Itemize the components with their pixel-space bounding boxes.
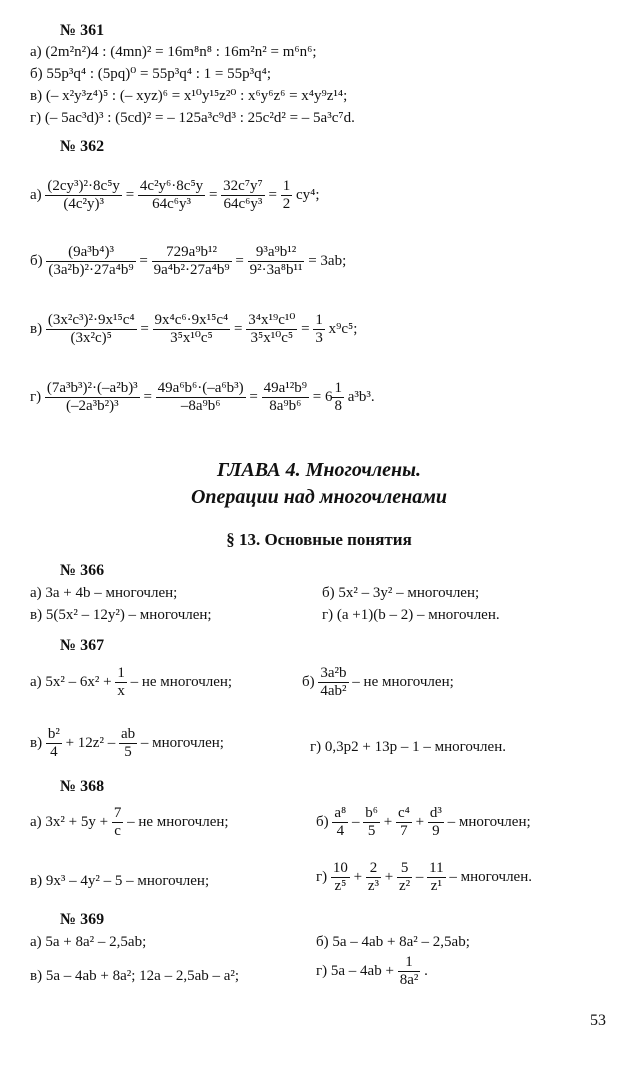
numerator: a⁸ bbox=[332, 805, 348, 823]
denominator: z¹ bbox=[430, 878, 442, 895]
numerator: 3⁴x¹⁹c¹⁰ bbox=[246, 312, 297, 330]
p369-item-c: в) 5a – 4ab + 8a²; 12a – 2,5ab – a²; bbox=[30, 968, 240, 984]
denominator: c bbox=[114, 823, 121, 840]
operator: + bbox=[383, 814, 393, 831]
fraction bbox=[46, 312, 137, 348]
denominator: 3 bbox=[315, 330, 323, 347]
p368-item-a bbox=[30, 805, 229, 853]
problem-362-title: № 362 bbox=[60, 138, 105, 155]
p366-item-d: г) (a +1)(b – 2) – многочлен. bbox=[322, 607, 500, 623]
item-label: б) bbox=[302, 674, 315, 691]
denominator: 5 bbox=[124, 744, 132, 761]
denominator: z⁵ bbox=[334, 878, 347, 895]
fraction bbox=[46, 726, 62, 762]
tail-text: cy⁴; bbox=[296, 187, 320, 204]
denominator: z³ bbox=[367, 878, 380, 895]
numerator: 1 bbox=[398, 954, 421, 972]
p362-row-b: б) $\frac{\text{(9a³b⁴)³}}{\text{(3a²b)²·27a⁴b⁹}}$ = $\frac{\text{729a⁹b¹²}}{\text{9a⁴b²·27a⁴b⁹}}$ = $\frac{\text{9³a⁹b¹²}}{\text{9²·3a⁸b¹¹}}$ = 3ab; bbox=[30, 244, 347, 279]
fraction bbox=[396, 805, 412, 841]
denominator: (4c²y)³ bbox=[63, 196, 104, 213]
problem-368-title: № 368 bbox=[60, 778, 105, 795]
p369-item-d bbox=[316, 954, 428, 1002]
fraction bbox=[221, 178, 265, 214]
numerator: 1 bbox=[115, 665, 127, 683]
p361-line-a: а) (2m²n²)4 : (4mn)² = 16m⁸n⁸ : 16m²n² = m⁶n⁶; bbox=[30, 44, 317, 60]
p361-line-c: в) (– x²y³z⁴)⁵ : (– xyz)⁶ = x¹⁰y¹⁵z²⁰ : x⁶y⁶z⁶ = x⁴y⁹z¹⁴; bbox=[30, 88, 348, 104]
expression-start: г) 5a – 4ab + bbox=[316, 963, 394, 980]
expression-start: а) 3x² + 5y + bbox=[30, 814, 109, 831]
operator: + bbox=[415, 814, 425, 831]
p366-item-c: в) 5(5x² – 12y²) – многочлен; bbox=[30, 607, 212, 623]
p366-item-b: б) 5x² – 3y² – многочлен; bbox=[322, 585, 480, 601]
denominator: 7 bbox=[400, 823, 408, 840]
tail-text: x⁹c⁵; bbox=[328, 321, 358, 338]
denominator: 3⁵x¹⁰c⁵ bbox=[250, 330, 294, 347]
tail-text: a³b³. bbox=[347, 389, 375, 406]
problem-369-title: № 369 bbox=[60, 911, 105, 928]
item-label: б) bbox=[30, 253, 43, 270]
p369-item-a: а) 5a + 8a² – 2,5ab; bbox=[30, 934, 147, 950]
verdict-text: – многочлен; bbox=[447, 814, 531, 831]
denominator: (–2a³b²)³ bbox=[65, 398, 119, 415]
verdict-text: – многочлен; bbox=[140, 735, 224, 752]
p367-item-a bbox=[30, 665, 232, 713]
p361-line-b: б) 55p³q⁴ : (5pq)⁰ = 55p³q⁴ : 1 = 55p³q⁴; bbox=[30, 66, 271, 82]
fraction bbox=[152, 244, 232, 280]
denominator: 4 bbox=[336, 823, 345, 840]
numerator: 11 bbox=[427, 860, 445, 878]
item-label: г) bbox=[30, 389, 42, 406]
p362-row-a: а) $\frac{\text{(2cy³)²·8c⁵y}}{\text{(4c²y)³}}$ = $\frac{\text{4c²y⁶·8c⁵y}}{\text{64c⁶y³}}$ = $\frac{\text{32c⁷y⁷}}{\text{64c⁶y³}}$ = $\frac{1}{2}$ cy⁴; bbox=[30, 178, 320, 213]
item-label: в) bbox=[30, 735, 43, 752]
denominator: 64c⁶y³ bbox=[152, 196, 191, 213]
numerator: 9x⁴c⁶·9x¹⁵c⁴ bbox=[153, 312, 231, 330]
p367-item-c bbox=[30, 726, 224, 774]
numerator: b⁶ bbox=[363, 805, 380, 823]
p362-row-c: в) $\frac{\text{(3x²c³)²·9x¹⁵c⁴}}{\text{(3x²c)⁵}}$ = $\frac{\text{9x⁴c⁶·9x¹⁵c⁴}}{\text{3⁵x¹⁰c⁵}}$ = $\frac{\text{3⁴x¹⁹c¹⁰}}{\text{3⁵x¹⁰c⁵}}$ = $\frac{1}{3}$ x⁹c⁵; bbox=[30, 312, 358, 347]
denominator: (3x²c)⁵ bbox=[70, 330, 112, 347]
denominator: x bbox=[117, 683, 125, 700]
fraction bbox=[46, 244, 135, 280]
page-number: 53 bbox=[590, 1012, 606, 1029]
expression-middle: + 12z² – bbox=[65, 735, 116, 752]
operator: + bbox=[384, 869, 394, 886]
p368-item-b bbox=[316, 805, 531, 853]
fraction bbox=[138, 178, 205, 214]
operator: – bbox=[415, 869, 424, 886]
numerator: 4c²y⁶·8c⁵y bbox=[138, 178, 205, 196]
fraction bbox=[248, 244, 305, 280]
problem-366-title: № 366 bbox=[60, 562, 105, 579]
mixed-number-whole: = 6 bbox=[312, 389, 333, 406]
fraction bbox=[115, 665, 127, 701]
numerator: b² bbox=[46, 726, 62, 744]
numerator: 9³a⁹b¹² bbox=[248, 244, 305, 262]
numerator: (2cy³)²·8c⁵y bbox=[45, 178, 122, 196]
fraction bbox=[332, 380, 344, 416]
problem-367-title: № 367 bbox=[60, 637, 105, 654]
fraction bbox=[397, 860, 412, 896]
chapter-title-line-1: ГЛАВА 4. Многочлены. bbox=[216, 459, 422, 481]
fraction bbox=[363, 805, 380, 841]
fraction bbox=[45, 178, 122, 214]
end-punctuation: . bbox=[424, 963, 428, 980]
fraction bbox=[45, 380, 140, 416]
chapter-title-line-2: Операции над многочленами bbox=[190, 486, 448, 508]
p367-item-b bbox=[302, 665, 454, 713]
denominator: 9²·3a⁸b¹¹ bbox=[249, 262, 303, 279]
denominator: 64c⁶y³ bbox=[223, 196, 263, 213]
fraction bbox=[313, 312, 325, 348]
fraction bbox=[156, 380, 246, 416]
tail-text: = 3ab; bbox=[308, 253, 347, 270]
p369-item-b: б) 5a – 4ab + 8a² – 2,5ab; bbox=[316, 934, 470, 950]
fraction bbox=[119, 726, 137, 762]
item-label: а) bbox=[30, 187, 42, 204]
fraction bbox=[318, 665, 348, 701]
verdict-text: – не многочлен; bbox=[127, 814, 229, 831]
denominator: 4 bbox=[50, 744, 58, 761]
numerator: 49a⁶b⁶·(–a⁶b³) bbox=[156, 380, 246, 398]
denominator: 4ab² bbox=[320, 683, 347, 700]
p368-item-c: в) 9x³ – 4y² – 5 – многочлен; bbox=[30, 873, 210, 889]
verdict-text: – не многочлен; bbox=[130, 674, 233, 691]
denominator: 2 bbox=[282, 196, 291, 213]
numerator: 10 bbox=[331, 860, 350, 878]
operator: + bbox=[353, 869, 363, 886]
numerator: d³ bbox=[428, 805, 444, 823]
item-label: б) bbox=[316, 814, 329, 831]
fraction bbox=[262, 380, 309, 416]
numerator: 2 bbox=[366, 860, 381, 878]
verdict-text: – не многочлен; bbox=[352, 674, 454, 691]
numerator: 49a¹²b⁹ bbox=[262, 380, 309, 398]
numerator: 7 bbox=[112, 805, 124, 823]
denominator: z² bbox=[399, 878, 411, 895]
numerator: 1 bbox=[313, 312, 325, 330]
fraction bbox=[246, 312, 297, 348]
numerator: 1 bbox=[332, 380, 344, 398]
fraction bbox=[398, 954, 421, 990]
denominator: 8 bbox=[334, 398, 342, 415]
numerator: (3x²c³)²·9x¹⁵c⁴ bbox=[46, 312, 137, 330]
numerator: (9a³b⁴)³ bbox=[46, 244, 135, 262]
denominator: 9 bbox=[432, 823, 440, 840]
verdict-text: – многочлен. bbox=[449, 869, 532, 886]
numerator: 3a²b bbox=[318, 665, 348, 683]
fraction bbox=[112, 805, 124, 841]
fraction bbox=[332, 805, 348, 841]
p368-item-d bbox=[316, 860, 532, 908]
section-title: § 13. Основные понятия bbox=[226, 530, 412, 549]
numerator: ab bbox=[119, 726, 137, 744]
denominator: (3a²b)²·27a⁴b⁹ bbox=[48, 262, 134, 279]
p361-line-d: г) (– 5ac³d)³ : (5cd)² = – 125a³c⁹d³ : 25c²d² = – 5a³c⁷d. bbox=[30, 110, 355, 126]
item-label: г) bbox=[316, 869, 328, 886]
item-label: в) bbox=[30, 321, 43, 338]
denominator: 3⁵x¹⁰c⁵ bbox=[170, 330, 213, 347]
fraction bbox=[331, 860, 350, 896]
fraction bbox=[428, 805, 444, 841]
numerator: 1 bbox=[281, 178, 293, 196]
denominator: –8a⁹b⁶ bbox=[180, 398, 221, 415]
fraction bbox=[366, 860, 381, 896]
numerator: 32c⁷y⁷ bbox=[221, 178, 265, 196]
denominator: 9a⁴b²·27a⁴b⁹ bbox=[153, 262, 230, 279]
p362-row-d: г) $\frac{\text{(7a³b³)²·(–a²b)³}}{\text{(–2a³b²)³}}$ = $\frac{\text{49a⁶b⁶·(–a⁶b³)}}{\text{–8a⁹b⁶}}$ = $\frac{\text{49a¹²b⁹}}{\text{8a⁹b⁶}}$ = 6 $\frac{1}{8}$ a³b³. bbox=[30, 380, 375, 415]
denominator: 5 bbox=[367, 823, 376, 840]
numerator: 729a⁹b¹² bbox=[152, 244, 232, 262]
denominator: 8a⁹b⁶ bbox=[269, 398, 302, 415]
fraction bbox=[427, 860, 445, 896]
p367-item-d: г) 0,3p2 + 13p – 1 – многочлен. bbox=[310, 739, 506, 755]
fraction bbox=[281, 178, 293, 214]
numerator: c⁴ bbox=[396, 805, 412, 823]
problem-361-title: № 361 bbox=[60, 22, 105, 39]
numerator: (7a³b³)²·(–a²b)³ bbox=[45, 380, 140, 398]
operator: – bbox=[352, 814, 360, 831]
numerator: 5 bbox=[397, 860, 412, 878]
fraction bbox=[153, 312, 231, 348]
p366-item-a: а) 3a + 4b – многочлен; bbox=[30, 585, 178, 601]
expression-start: а) 5x² – 6x² + bbox=[30, 674, 112, 691]
denominator: 8a² bbox=[399, 972, 419, 989]
